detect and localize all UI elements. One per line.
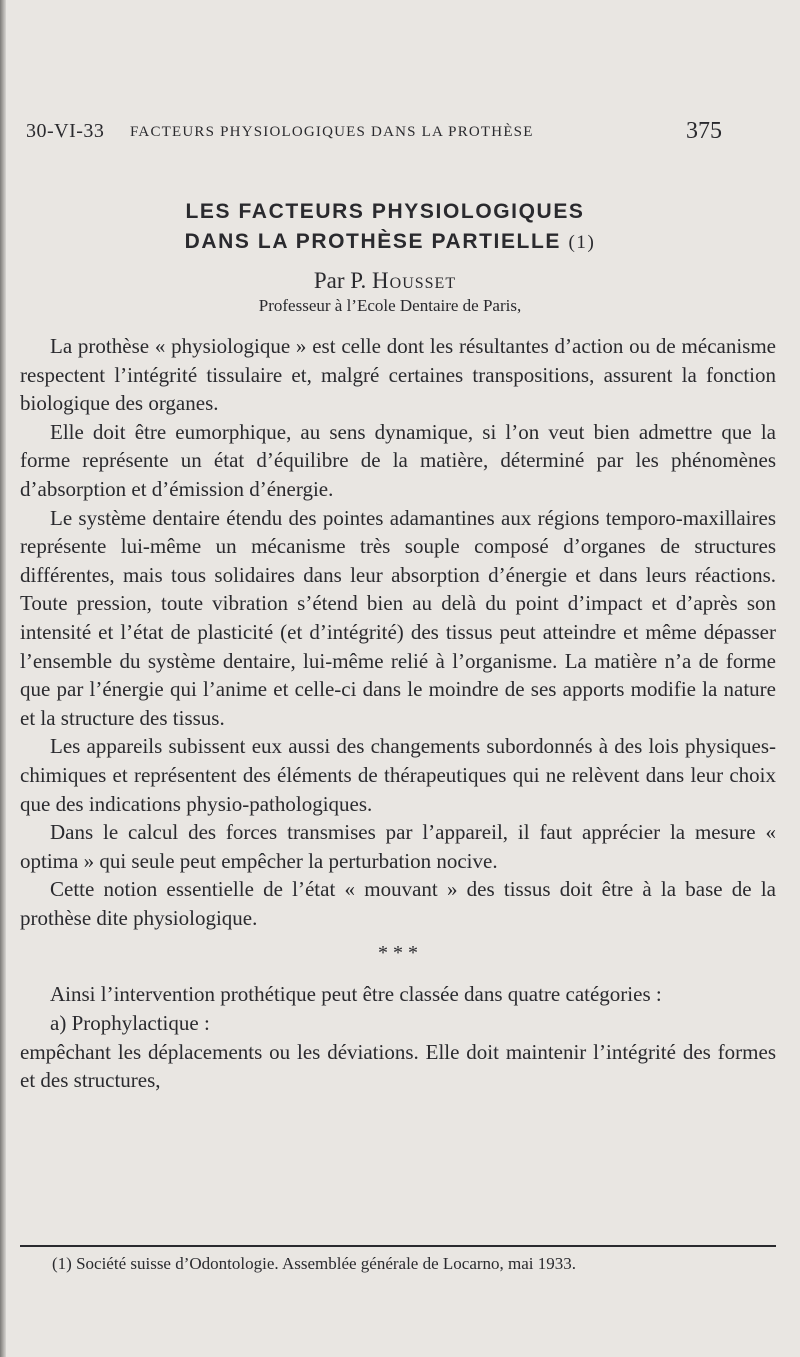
list-item-heading: a) Prophylactique : bbox=[50, 1011, 210, 1036]
paragraph: La prothèse « physiologique » est celle dont les résultantes d’action ou de mécanisme respectent l’intégrité tissulaire et, malgré certaines transpositions, assurent la fonction biologique des organes. bbox=[20, 334, 776, 416]
title-text-1: LES FACTEURS PHYSIOLOGIQUES bbox=[185, 200, 585, 223]
running-title: FACTEURS PHYSIOLOGIQUES DANS LA PROTHÈSE bbox=[130, 124, 534, 140]
author-affiliation: Professeur à l’Ecole Dentaire de Paris, bbox=[258, 296, 522, 315]
author-prefix: Par P. bbox=[313, 268, 367, 293]
handwritten-date: 30-VI-33 bbox=[26, 120, 105, 142]
footnote-ref: (1) bbox=[568, 232, 596, 253]
article-body bbox=[20, 332, 776, 1095]
author-line bbox=[0, 268, 785, 294]
paragraph: Le système dentaire étendu des pointes adamantines aux régions temporo-maxillaires représente lui-même un mécanisme très souple composé d’organes de structures différentes, mais tous solidaires dans leur absorption d’énergie et dans leurs réactions. Toute pression, toute vibration s’étend bien au delà du point d’impact et d’après son intensité et l’état de plasticité (et d’intégrité) des tissus peut atteindre et même dépasser l’ensemble du système dentaire, lui-même relié à l’organisme. La matière n’a de forme que par l’énergie qui l’anime et celle-ci dans le moindre de ses apports modifie la nature et la structure des tissus. bbox=[20, 505, 776, 730]
page-header bbox=[26, 120, 722, 156]
paragraph: Les appareils subissent eux aussi des changements subordonnés à des lois physiques-chimiques et représentent des éléments de thérapeutiques qui ne relèvent dans leur choix que des indications physio-pathologiques. bbox=[20, 734, 776, 816]
section-separator: * * * bbox=[378, 942, 418, 965]
article-title-line1 bbox=[0, 200, 785, 224]
title-text-2: DANS LA PROTHÈSE PARTIELLE bbox=[184, 230, 562, 253]
author-name: Housset bbox=[372, 268, 457, 293]
paragraph: Elle doit être eumorphique, au sens dynamique, si l’on veut bien admettre que la forme représente un état d’équilibre de la matière, déterminé par les phénomènes d’absorption et d’émission d’énergie. bbox=[20, 419, 776, 501]
article-title-line2 bbox=[0, 230, 790, 254]
footnote-rule bbox=[20, 1245, 776, 1247]
paragraph: Ainsi l’intervention prothétique peut être classée dans quatre catégories : bbox=[50, 982, 662, 1007]
paragraph: empêchant les déplacements ou les déviations. Elle doit maintenir l’intégrité des formes et des structures, bbox=[20, 1039, 776, 1093]
page-number: 375 bbox=[686, 118, 722, 144]
paragraph: Cette notion essentielle de l’état « mouvant » des tissus doit être à la base de la prothèse dite physiologique. bbox=[20, 877, 776, 930]
paragraph: Dans le calcul des forces transmises par l’appareil, il faut apprécier la mesure « optima » qui seule peut empêcher la perturbation nocive. bbox=[20, 820, 776, 873]
footnote: (1) Société suisse d’Odontologie. Assemblée générale de Locarno, mai 1933. bbox=[52, 1254, 577, 1273]
